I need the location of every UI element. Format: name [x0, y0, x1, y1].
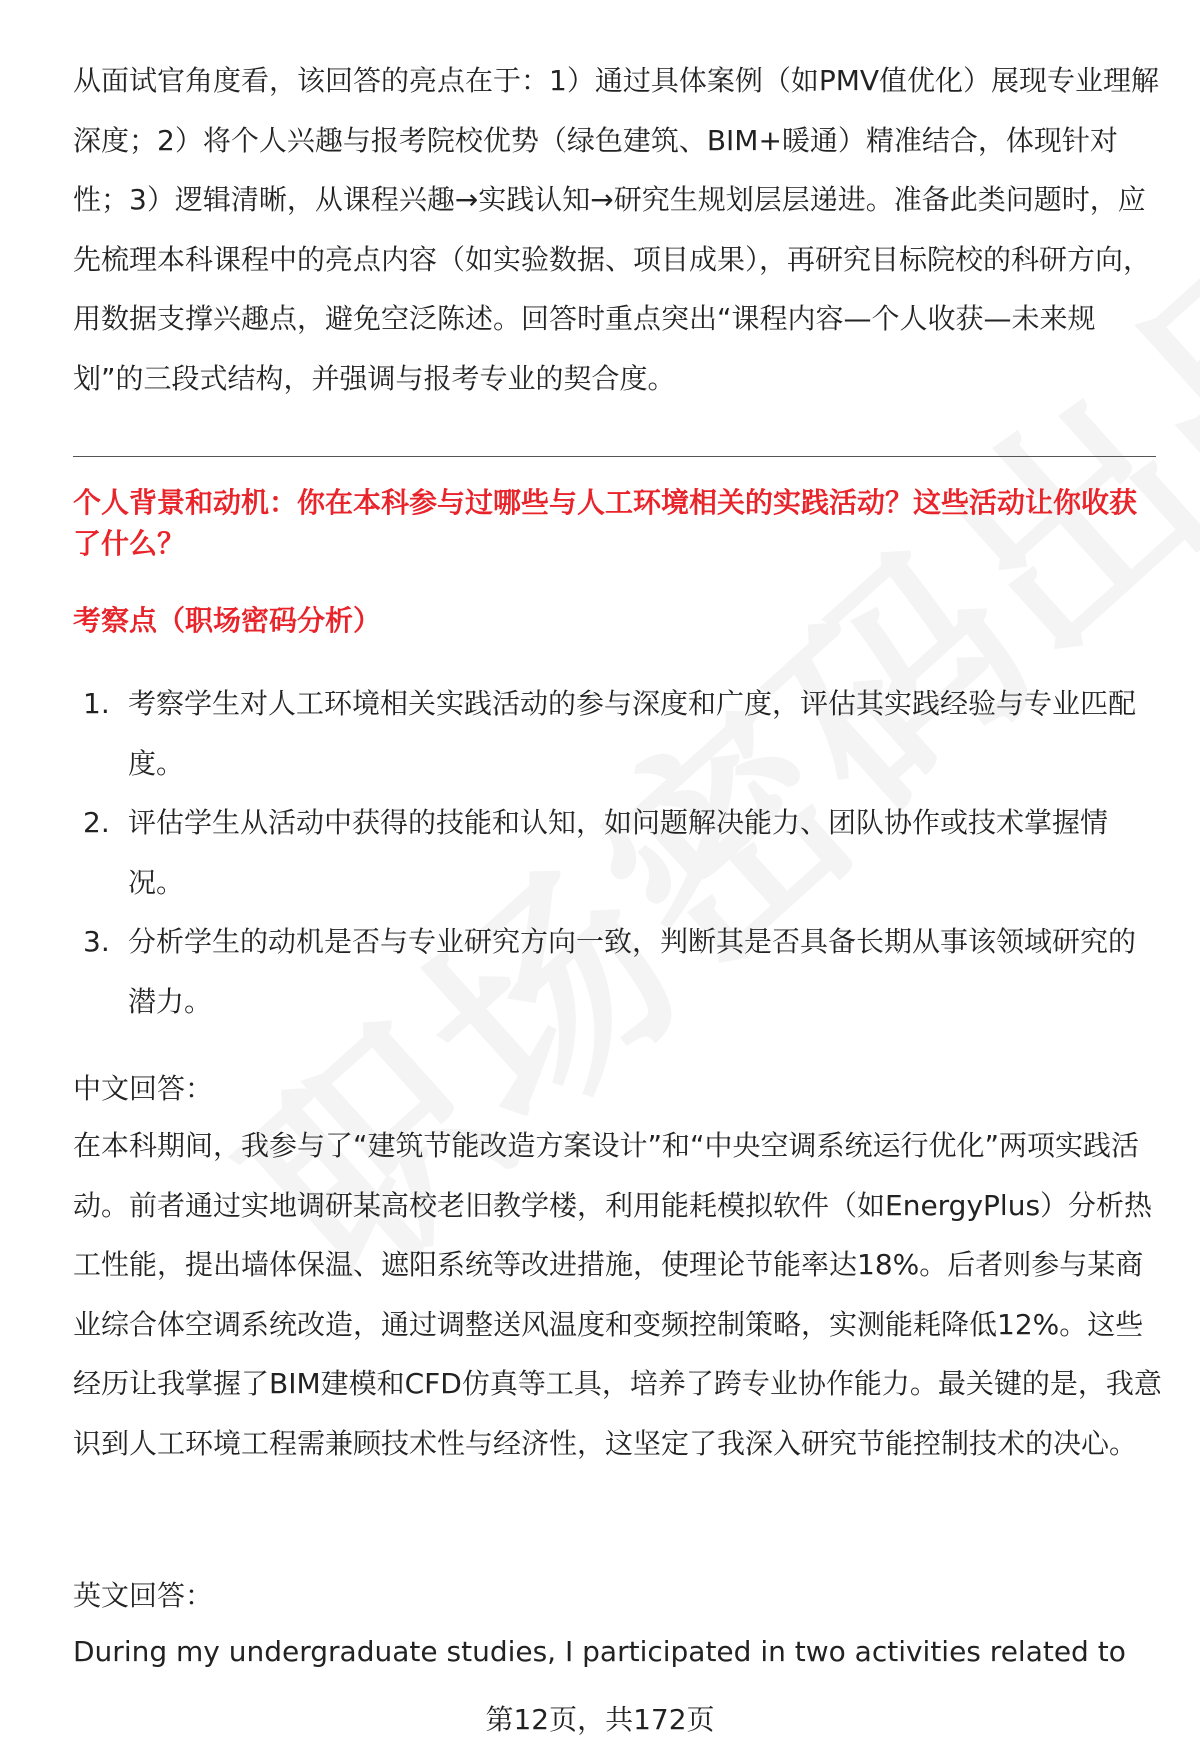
point-text: 考察学生对人工环境相关实践活动的参与深度和广度，评估其实践经验与专业匹配度。: [128, 687, 1137, 780]
page-number-footer: 第12页，共172页: [485, 1703, 715, 1736]
section-divider: [73, 456, 1156, 457]
point-number: 2.: [83, 806, 110, 840]
assessment-point: [73, 793, 1163, 912]
assessment-point: [73, 912, 1163, 1031]
english-answer-text: During my undergraduate studies, I participated in two activities related to: [73, 1635, 1126, 1668]
assessment-points-list: [73, 674, 1163, 1032]
point-text: 评估学生从活动中获得的技能和认知，如问题解决能力、团队协作或技术掌握情况。: [128, 806, 1109, 899]
intro-paragraph: 从面试官角度看，该回答的亮点在于：1）通过具体案例（如PMV值优化）展现专业理解深度；2）将个人兴趣与报考院校优势（绿色建筑、BIM+暖通）精准结合，体现针对性；3）逻辑清晰，从课程兴趣→实践认知→研究生规划层层递进。准备此类问题时，应先梳理本科课程中的亮点内容（如实验数据、项目成果），再研究目标院校的科研方向，用数据支撑兴趣点，避免空泛陈述。回答时重点突出“课程内容—个人收获—未来规划”的三段式结构，并强调与报考专业的契合度。: [73, 64, 1160, 395]
assessment-point: [73, 674, 1163, 793]
point-number: 3.: [83, 925, 110, 959]
english-answer-label: 英文回答：: [73, 1579, 214, 1612]
point-text: 分析学生的动机是否与专业研究方向一致，判断其是否具备长期从事该领域研究的潜力。: [128, 925, 1137, 1018]
chinese-answer-text: 在本科期间，我参与了“建筑节能改造方案设计”和“中央空调系统运行优化”两项实践活动。前者通过实地调研某高校老旧教学楼，利用能耗模拟软件（如EnergyPlus）分析热工性能，提出墙体保温、遮阳系统等改进措施，使理论节能率达18%。后者则参与某商业综合体空调系统改造，通过调整送风温度和变频控制策略，实测能耗降低12%。这些经历让我掌握了BIM建模和CFD仿真等工具，培养了跨专业协作能力。最关键的是，我意识到人工环境工程需兼顾技术性与经济性，这坚定了我深入研究节能控制技术的决心。: [73, 1129, 1162, 1460]
assessment-points-title: 考察点（职场密码分析）: [73, 604, 382, 637]
interview-question: 个人背景和动机：你在本科参与过哪些与人工环境相关的实践活动？这些活动让你收获了什么？: [73, 486, 1138, 560]
point-number: 1.: [83, 687, 110, 720]
chinese-answer-label: 中文回答：: [73, 1072, 214, 1105]
